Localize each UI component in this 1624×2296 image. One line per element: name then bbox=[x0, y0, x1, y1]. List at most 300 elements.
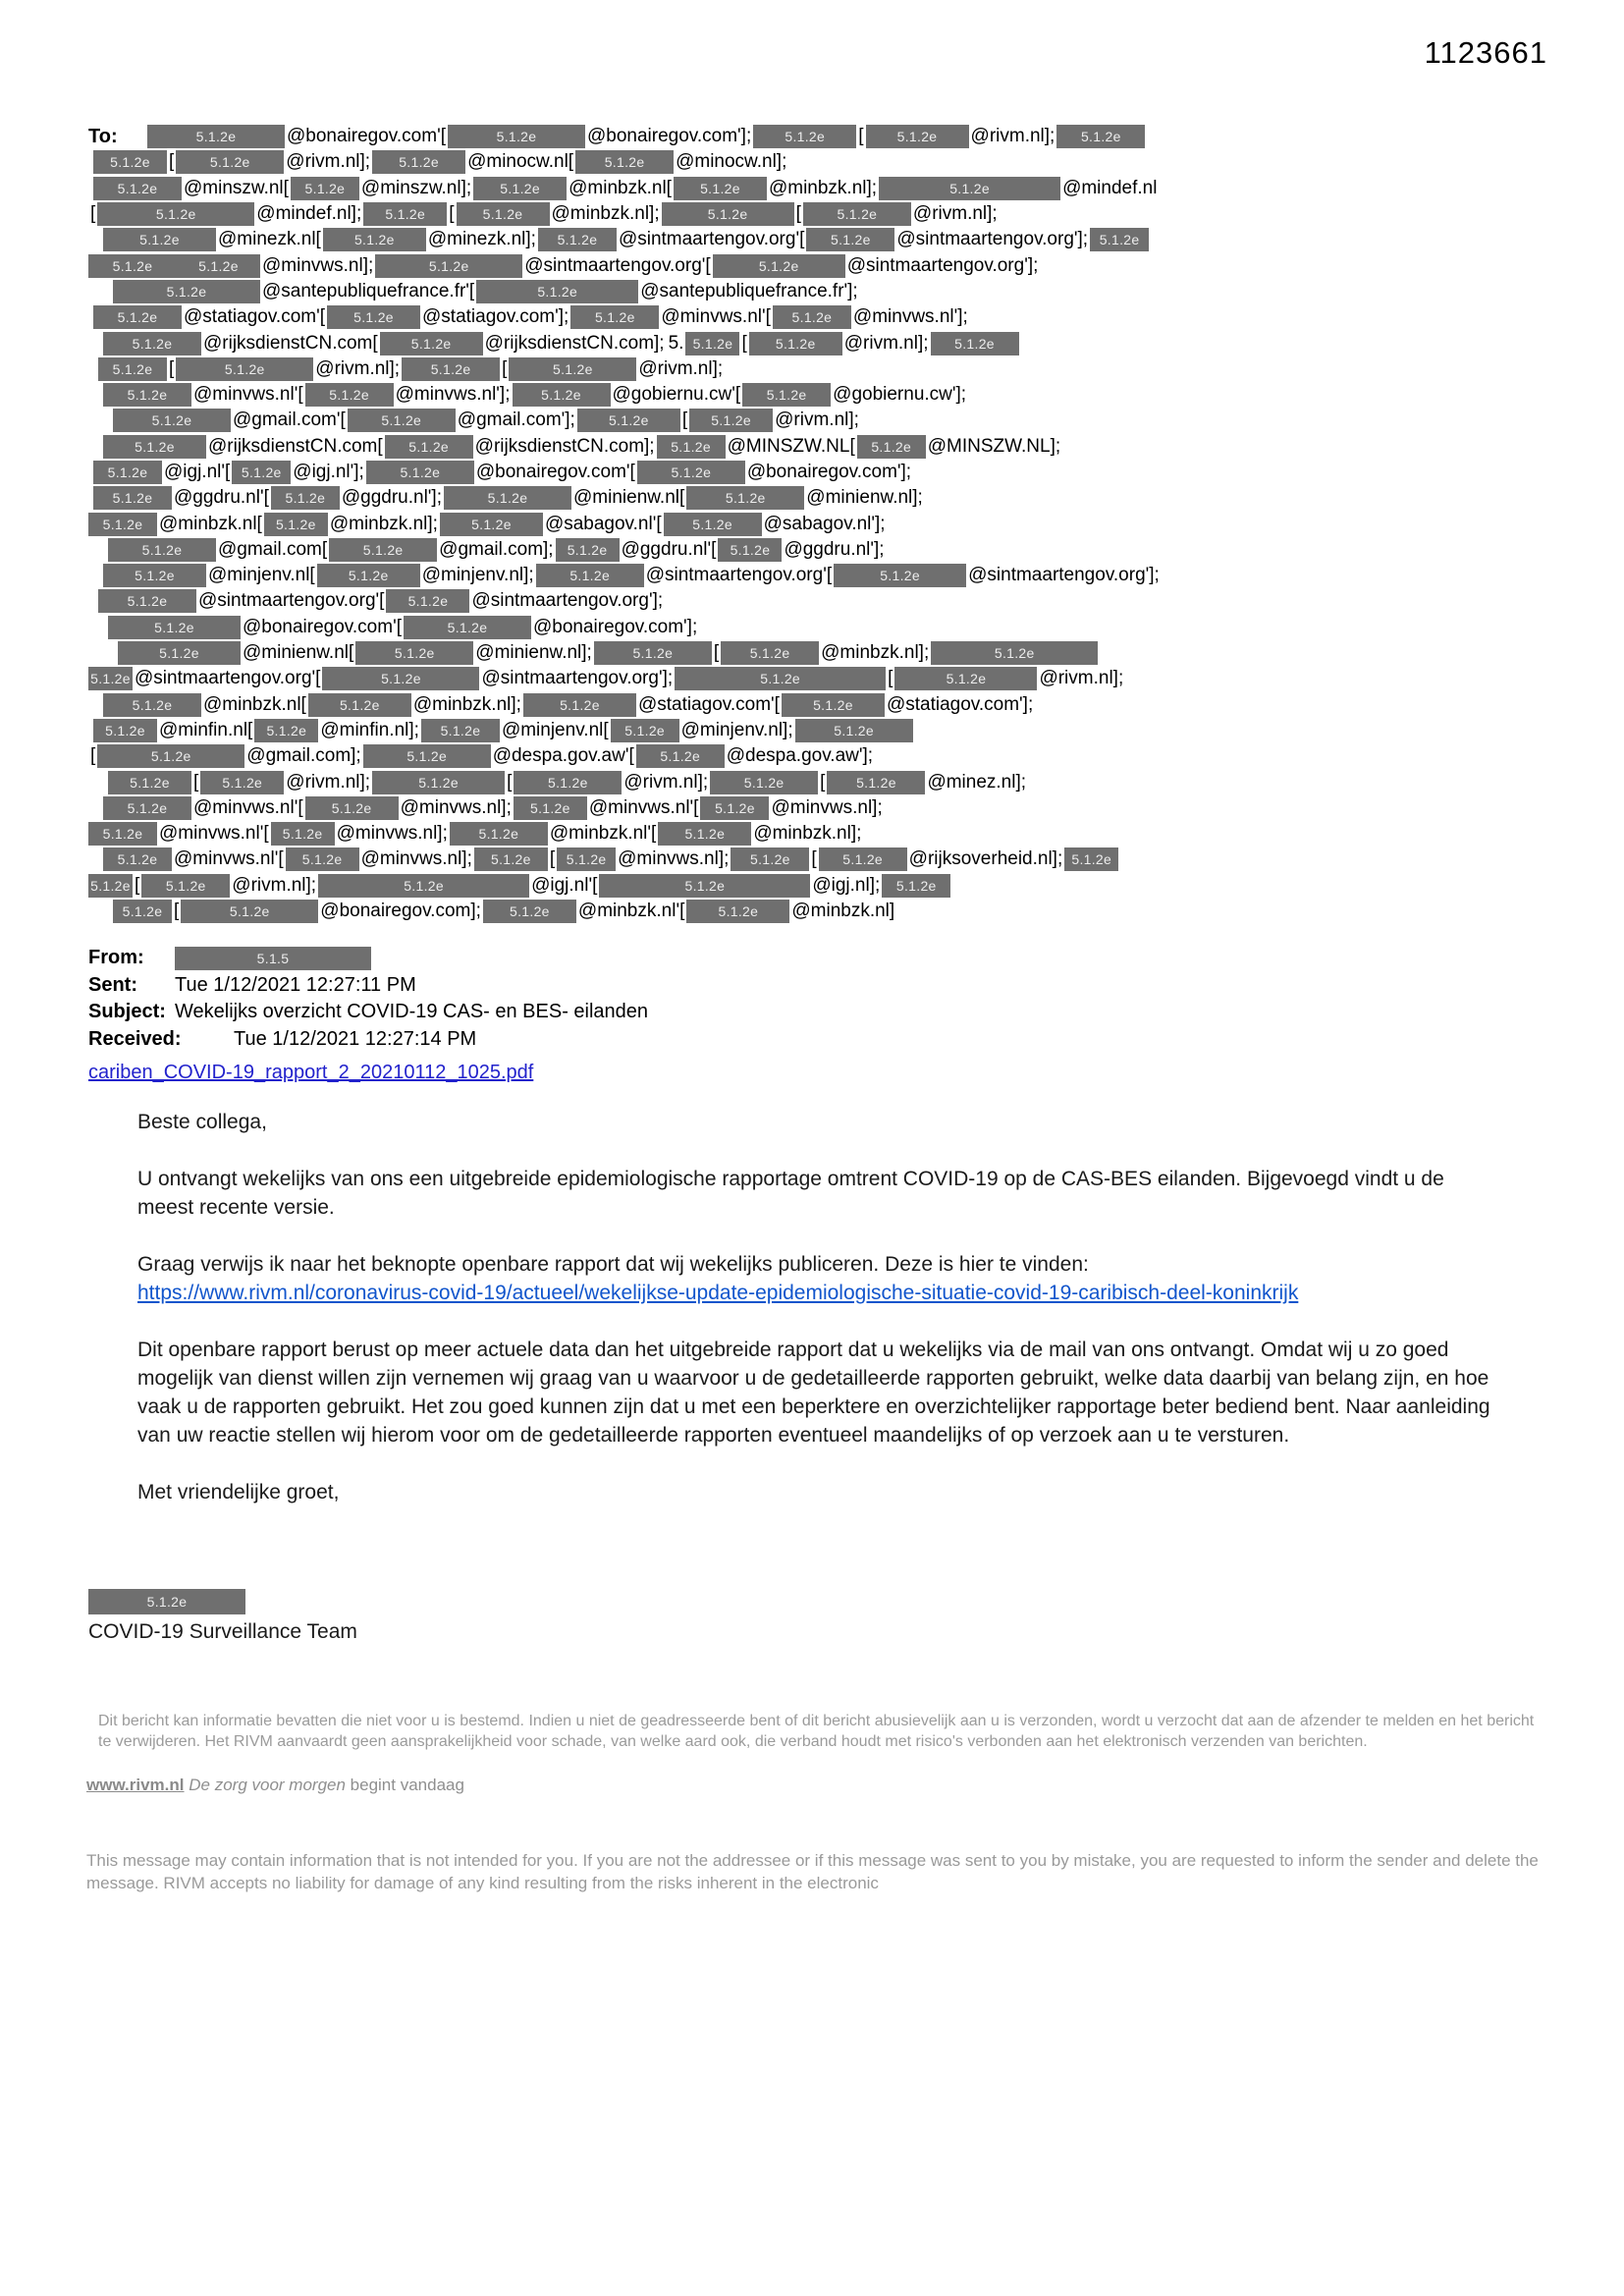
address-fragment: @despa.gov.aw'[ bbox=[492, 745, 634, 767]
address-fragment: @MINSZW.NL[ bbox=[727, 435, 855, 457]
to-line bbox=[88, 615, 1565, 640]
redaction-box: 5.1.2e bbox=[819, 847, 907, 871]
redaction-box: 5.1.2e bbox=[348, 409, 456, 432]
address-fragment: @minjenv.nl[ bbox=[208, 565, 315, 586]
attachment-row bbox=[88, 1059, 648, 1086]
redaction-box: 5.1.2e bbox=[93, 305, 182, 329]
redaction-box: 5.1.2e bbox=[404, 616, 531, 639]
address-fragment: @rivm.nl]; bbox=[912, 203, 998, 225]
slogan-italic: De zorg voor morgen bbox=[189, 1776, 346, 1794]
address-fragment: @rivm.nl]; bbox=[638, 357, 724, 379]
address-fragment: @minvws.nl']; bbox=[395, 384, 511, 406]
redaction-box: 5.1.2e bbox=[97, 744, 244, 768]
address-fragment: @minbzk.nl[ bbox=[159, 513, 262, 534]
slogan-rest: begint vandaag bbox=[345, 1776, 464, 1794]
redaction-box: 5.1.2e bbox=[103, 228, 216, 251]
paragraph-3: Dit openbare rapport berust op meer actuele data dan het uitgebreide rapport dat u wekelijks via de mail van ons ontvangt. Omdat wij u zo goed mogelijk van dienst willen zijn vernemen wij graag van u waarvoor u de gedetailleerde rapporten gebruikt, welke data daarbij van belang zijn, en hoe vaak u de rapporten gebruikt. Het zou goed kunnen zijn dat u met een beperktere en overzichtelijker rapportage beter bediend bent. Naar aanleiding van uw reactie stellen wij hierom voor om de gedetailleerde rapporten eventueel maandelijks of op verzoek aan u te versturen. bbox=[137, 1339, 1490, 1447]
redaction-box: 5.1.2e bbox=[686, 900, 789, 923]
redaction-box: 5.1.2e bbox=[421, 719, 500, 742]
address-fragment: @minvws.nl'[ bbox=[193, 384, 303, 406]
redaction-box: 5.1.2e bbox=[363, 744, 491, 768]
redaction-box: 5.1.2e bbox=[474, 847, 548, 871]
redaction-box: 5.1.2e bbox=[448, 125, 585, 148]
redaction-box: 5.1.2e bbox=[108, 538, 216, 562]
redaction-box: 5.1.2e bbox=[556, 538, 620, 562]
address-fragment: @ggdru.nl']; bbox=[784, 538, 885, 560]
to-line bbox=[88, 640, 1565, 666]
address-fragment: @sintmaartengov.org']; bbox=[471, 590, 664, 612]
address-fragment: @rivm.nl]; bbox=[843, 332, 929, 354]
from-label: From: bbox=[88, 947, 144, 969]
address-fragment: @statiagov.com']; bbox=[422, 306, 569, 328]
redaction-box: 5.1.2e bbox=[689, 409, 773, 432]
address-fragment: @minvws.nl'[ bbox=[159, 823, 269, 845]
header-row-sent bbox=[88, 972, 648, 1000]
redaction-box: 5.1.2e bbox=[318, 874, 529, 898]
redaction-box: 5.1.2e bbox=[931, 641, 1098, 665]
redaction-box: 5.1.2e bbox=[93, 177, 182, 200]
address-fragment: @ggdru.nl'[ bbox=[621, 538, 717, 560]
redaction-box: 5.1.2e bbox=[473, 177, 567, 200]
redaction-box: 5.1.2e bbox=[523, 693, 636, 717]
redaction-box: 5.1.2e bbox=[637, 461, 745, 484]
to-line bbox=[88, 227, 1565, 252]
redaction-box: 5.1.2e bbox=[271, 822, 335, 846]
redaction-box: 5.1.2e bbox=[264, 513, 328, 536]
redaction-box: 5.1.2e bbox=[118, 641, 241, 665]
document-number: 1123661 bbox=[1424, 35, 1547, 70]
address-fragment: [ bbox=[502, 357, 508, 379]
redaction-box: 5.1.2e bbox=[570, 305, 659, 329]
address-fragment: [ bbox=[169, 357, 175, 379]
address-fragment: [ bbox=[888, 668, 893, 689]
redaction-box: 5.1.2e bbox=[103, 693, 201, 717]
redaction-box: 5.1.2e bbox=[386, 589, 469, 613]
to-line bbox=[88, 408, 1565, 433]
redaction-box: 5.1.2e bbox=[594, 641, 712, 665]
address-fragment: @minienw.nl[ bbox=[573, 487, 685, 509]
address-fragment: @minfin.nl]; bbox=[320, 719, 419, 740]
redaction-box: 5.1.2e bbox=[536, 564, 644, 587]
address-fragment: @minszw.nl]; bbox=[360, 177, 472, 198]
redaction-box: 5.1.2e bbox=[857, 435, 926, 459]
redaction-box: 5.1.2e bbox=[806, 228, 894, 251]
address-fragment: [ bbox=[507, 771, 513, 793]
address-fragment: @igj.nl]; bbox=[812, 874, 881, 896]
address-fragment: @minvws.nl']; bbox=[852, 306, 968, 328]
address-fragment: @minjenv.nl]; bbox=[421, 565, 534, 586]
address-fragment: @gmail.com[ bbox=[218, 538, 328, 560]
redaction-box: 5.1.2e bbox=[286, 847, 359, 871]
address-fragment: @minbzk.nl'[ bbox=[549, 823, 657, 845]
address-fragment: @rivm.nl]; bbox=[286, 151, 371, 173]
address-fragment: @sintmaartengov.org']; bbox=[896, 229, 1089, 250]
address-fragment: @sabagov.nl']; bbox=[763, 513, 886, 534]
redaction-box: 5.1.2e bbox=[444, 486, 571, 510]
address-fragment: @rijksdienstCN.com[ bbox=[203, 332, 378, 354]
redaction-box: 5.1.2e bbox=[686, 486, 804, 510]
redaction-box: 5.1.2e bbox=[483, 900, 576, 923]
address-fragment: [ bbox=[193, 771, 199, 793]
redaction-box: 5.1.2e bbox=[254, 719, 318, 742]
address-fragment: [ bbox=[820, 771, 826, 793]
address-fragment: @minbzk.nl]; bbox=[753, 823, 862, 845]
redaction-box: 5.1.2e bbox=[93, 719, 157, 742]
to-line bbox=[88, 588, 1565, 614]
to-lines bbox=[88, 124, 1565, 924]
redaction-box: 5.1.2e bbox=[88, 667, 133, 690]
redaction-box: 5.1.2e bbox=[372, 150, 465, 174]
address-fragment: @minbzk.nl]; bbox=[329, 513, 438, 534]
email-body bbox=[137, 1108, 1492, 1535]
header-row-subject bbox=[88, 999, 648, 1026]
redaction-box: 5.1.2e bbox=[366, 461, 474, 484]
address-fragment: @sintmaartengov.org'[ bbox=[618, 229, 805, 250]
address-fragment: @minvws.nl'[ bbox=[661, 306, 771, 328]
address-fragment: @rijksdienstCN.com]; bbox=[474, 435, 655, 457]
address-fragment: @minjenv.nl]; bbox=[680, 719, 793, 740]
address-fragment: @MINSZW.NL]; bbox=[927, 435, 1061, 457]
redaction-box: 5.1.2e bbox=[97, 202, 254, 226]
redaction-box: 5.1.5 bbox=[175, 947, 371, 970]
address-fragment: [ bbox=[811, 848, 817, 870]
address-fragment: @igj.nl'[ bbox=[164, 462, 231, 482]
redaction-box: 5.1.2e bbox=[1056, 125, 1145, 148]
to-line bbox=[88, 176, 1565, 201]
address-fragment: @minfin.nl[ bbox=[159, 719, 253, 740]
address-fragment: @gmail.com]; bbox=[439, 538, 554, 560]
address-fragment: @sintmaartengov.org']; bbox=[846, 254, 1039, 276]
redaction-box: 5.1.2e bbox=[308, 693, 411, 717]
address-fragment: @minvws.nl]; bbox=[360, 848, 472, 870]
header-row-received bbox=[88, 1026, 648, 1054]
sent-value: Tue 1/12/2021 12:27:11 PM bbox=[175, 973, 416, 996]
address-fragment: @bonairegov.com'[ bbox=[243, 616, 402, 637]
address-fragment: @minbzk.nl] bbox=[791, 901, 895, 922]
redaction-box: 5.1.2e bbox=[232, 461, 291, 484]
to-line bbox=[88, 743, 1565, 769]
address-fragment: @rivm.nl]; bbox=[1039, 668, 1124, 689]
address-fragment: [ bbox=[741, 332, 747, 354]
redaction-box: 5.1.2e bbox=[98, 589, 196, 613]
received-value: Tue 1/12/2021 12:27:14 PM bbox=[234, 1027, 477, 1050]
redaction-box: 5.1.2e bbox=[457, 202, 550, 226]
address-fragment: @rijksoverheid.nl]; bbox=[908, 848, 1063, 870]
address-fragment: @gobiernu.cw']; bbox=[833, 384, 967, 406]
address-fragment: @rivm.nl]; bbox=[623, 771, 709, 793]
address-fragment: @sintmaartengov.org'[ bbox=[524, 254, 711, 276]
to-line bbox=[88, 537, 1565, 563]
to-line bbox=[88, 899, 1565, 924]
to-line bbox=[88, 279, 1565, 304]
redaction-box: 5.1.2e bbox=[103, 796, 191, 820]
address-fragment: @rijksdienstCN.com]; bbox=[484, 332, 665, 354]
redaction-box: 5.1.2e bbox=[141, 874, 230, 898]
sent-label: Sent: bbox=[88, 973, 137, 996]
redaction-box: 5.1.2e bbox=[1064, 847, 1118, 871]
address-fragment: @bonairegov.com']; bbox=[586, 126, 752, 147]
redaction-box: 5.1.2e bbox=[514, 771, 622, 794]
redaction-box: 5.1.2e bbox=[177, 254, 260, 278]
redaction-box: 5.1.2e bbox=[200, 771, 284, 794]
redaction-box: 5.1.2e bbox=[685, 332, 739, 355]
redaction-box: 5.1.2e bbox=[385, 435, 473, 459]
address-fragment: @minvws.nl]; bbox=[400, 796, 512, 818]
to-line bbox=[88, 873, 1565, 899]
redaction-box: 5.1.2e bbox=[773, 305, 851, 329]
redaction-box: 5.1.2e bbox=[93, 486, 172, 510]
address-fragment: @minezk.nl]; bbox=[427, 229, 536, 250]
redaction-box: 5.1.2e bbox=[450, 822, 548, 846]
redaction-box: 5.1.2e bbox=[803, 202, 911, 226]
address-fragment: @minvws.nl'[ bbox=[174, 848, 284, 870]
redaction-box: 5.1.2e bbox=[440, 513, 543, 536]
address-fragment: @minbzk.nl]; bbox=[821, 642, 930, 664]
address-fragment: @bonairegov.com']; bbox=[532, 616, 698, 637]
address-fragment: @rivm.nl]; bbox=[315, 357, 401, 379]
redaction-box: 5.1.2e bbox=[363, 202, 447, 226]
address-fragment: [ bbox=[449, 203, 455, 225]
address-fragment: @minienw.nl]; bbox=[806, 487, 923, 509]
redaction-box: 5.1.2e bbox=[664, 513, 762, 536]
to-line bbox=[88, 124, 1565, 149]
redaction-box: 5.1.2e bbox=[375, 254, 522, 278]
address-fragment: @minbzk.nl[ bbox=[568, 177, 672, 198]
address-fragment: @gmail.com]; bbox=[246, 745, 361, 767]
address-fragment: [ bbox=[681, 410, 688, 431]
rivm-site-link[interactable]: www.rivm.nl bbox=[86, 1776, 185, 1794]
to-line bbox=[88, 769, 1565, 794]
address-fragment: [ bbox=[135, 874, 140, 896]
address-fragment: @ggdru.nl'[ bbox=[174, 487, 269, 509]
address-fragment: @sintmaartengov.org'[ bbox=[135, 668, 321, 689]
address-fragment: [ bbox=[90, 745, 96, 767]
disclaimer-english: This message may contain information that is not intended for you. If you are not the addressee or if this message was sent to you by mistake, you are requested to inform the sender and delete the message. RIVM accepts no liability for damage of any kind resulting from the risks inherent in the electronic bbox=[86, 1851, 1539, 1892]
address-fragment: @rijksdienstCN.com[ bbox=[208, 435, 383, 457]
signature-block bbox=[88, 1589, 357, 1644]
address-fragment: @minocw.nl[ bbox=[467, 151, 574, 173]
redaction-box: 5.1.2e bbox=[93, 150, 167, 174]
to-label: To: bbox=[88, 125, 118, 147]
address-fragment: 5. bbox=[668, 332, 684, 354]
address-fragment: @minjenv.nl[ bbox=[501, 719, 609, 740]
redaction-box: 5.1.2e bbox=[514, 796, 587, 820]
redaction-box: 5.1.2e bbox=[882, 874, 950, 898]
to-line bbox=[88, 460, 1565, 485]
address-fragment: [ bbox=[713, 642, 720, 664]
redaction-box: 5.1.2e bbox=[103, 847, 172, 871]
redaction-box: 5.1.2e bbox=[98, 357, 167, 381]
redaction-box: 5.1.2e bbox=[305, 796, 399, 820]
redaction-box: 5.1.2e bbox=[88, 1589, 245, 1614]
redaction-box: 5.1.2e bbox=[402, 357, 500, 381]
address-fragment: @mindef.nl]; bbox=[256, 203, 362, 225]
redaction-box: 5.1.2e bbox=[176, 150, 284, 174]
to-line bbox=[88, 485, 1565, 511]
redaction-box: 5.1.2e bbox=[509, 357, 636, 381]
to-line bbox=[88, 382, 1565, 408]
email-headers bbox=[88, 945, 648, 1086]
address-fragment: @sintmaartengov.org']; bbox=[968, 565, 1160, 586]
address-fragment: @bonairegov.com'[ bbox=[287, 126, 446, 147]
address-fragment: [ bbox=[549, 848, 556, 870]
greeting-text: Beste collega, bbox=[137, 1111, 267, 1133]
to-line bbox=[88, 692, 1565, 718]
site-slogan-line bbox=[86, 1776, 464, 1795]
address-fragment: [ bbox=[90, 203, 96, 225]
address-fragment: @statiagov.com'[ bbox=[184, 306, 326, 328]
address-fragment: @bonairegov.com'[ bbox=[475, 462, 635, 482]
redaction-box: 5.1.2e bbox=[291, 177, 359, 200]
paragraph-2 bbox=[137, 1250, 1492, 1307]
redaction-box: 5.1.2e bbox=[662, 202, 794, 226]
redaction-box: 5.1.2e bbox=[147, 125, 285, 148]
address-fragment: [ bbox=[169, 151, 175, 173]
to-line bbox=[88, 511, 1565, 536]
paragraph-1: U ontvangt wekelijks van ons een uitgebreide epidemiologische rapportage omtrent COVID-19 op de CAS-BES eilanden. Bijgevoegd vindt u de meest recente versie. bbox=[137, 1168, 1444, 1219]
subject-value: Wekelijks overzicht COVID-19 CAS- en BES- eilanden bbox=[175, 1001, 649, 1023]
redaction-box: 5.1.2e bbox=[879, 177, 1060, 200]
rivm-report-link[interactable]: https://www.rivm.nl/coronavirus-covid-19/actueel/wekelijkse-update-epidemiologische-situatie-covid-19-caribisch-deel-koninkrijk bbox=[137, 1282, 1299, 1304]
to-line bbox=[88, 330, 1565, 355]
address-fragment: @minbzk.nl[ bbox=[203, 693, 306, 715]
address-fragment: @minvws.nl]; bbox=[771, 796, 883, 818]
redaction-box: 5.1.2e bbox=[323, 228, 426, 251]
address-fragment: @sintmaartengov.org'[ bbox=[198, 590, 385, 612]
redaction-box: 5.1.2e bbox=[176, 357, 313, 381]
address-fragment: @sintmaartengov.org'[ bbox=[645, 565, 833, 586]
address-fragment: @bonairegov.com']; bbox=[746, 462, 912, 482]
to-line bbox=[88, 149, 1565, 175]
address-fragment: @minbzk.nl'[ bbox=[577, 901, 685, 922]
redaction-box: 5.1.2e bbox=[317, 564, 420, 587]
redaction-box: 5.1.2e bbox=[1090, 228, 1149, 251]
redaction-box: 5.1.2e bbox=[322, 667, 479, 690]
redaction-box: 5.1.2e bbox=[355, 641, 473, 665]
address-fragment: [ bbox=[174, 901, 180, 922]
address-fragment: @minienw.nl]; bbox=[475, 642, 592, 664]
redaction-box: 5.1.2e bbox=[713, 254, 845, 278]
redaction-box: 5.1.2e bbox=[380, 332, 483, 355]
redaction-box: 5.1.2e bbox=[103, 564, 206, 587]
redaction-box: 5.1.2e bbox=[675, 667, 886, 690]
redaction-box: 5.1.2e bbox=[103, 383, 191, 407]
address-fragment: @minocw.nl]; bbox=[676, 151, 787, 173]
address-fragment: @minbzk.nl]; bbox=[768, 177, 878, 198]
address-fragment: @santepubliquefrance.fr'[ bbox=[262, 280, 475, 301]
redaction-box: 5.1.2e bbox=[866, 125, 969, 148]
redaction-box: 5.1.2e bbox=[327, 305, 420, 329]
address-fragment: @minszw.nl[ bbox=[184, 177, 289, 198]
address-fragment: @igj.nl']; bbox=[293, 462, 364, 482]
address-fragment: @statiagov.com']; bbox=[886, 693, 1034, 715]
to-line bbox=[88, 563, 1565, 588]
attachment-link[interactable]: cariben_COVID-19_rapport_2_20210112_1025.pdf bbox=[88, 1061, 534, 1083]
address-fragment: @ggdru.nl']; bbox=[341, 487, 442, 509]
signature-team: COVID-19 Surveillance Team bbox=[88, 1620, 357, 1643]
address-fragment: @gmail.com'[ bbox=[233, 410, 346, 431]
address-fragment: @rivm.nl]; bbox=[775, 410, 859, 431]
address-fragment: @igj.nl'[ bbox=[531, 874, 598, 896]
address-fragment: @statiagov.com'[ bbox=[637, 693, 780, 715]
redaction-box: 5.1.2e bbox=[749, 332, 842, 355]
address-fragment: @minvws.nl]; bbox=[618, 848, 730, 870]
redaction-box: 5.1.2e bbox=[931, 332, 1019, 355]
redaction-box: 5.1.2e bbox=[372, 771, 505, 794]
address-fragment: @sintmaartengov.org']; bbox=[481, 668, 674, 689]
redaction-box: 5.1.2e bbox=[557, 847, 616, 871]
redaction-box: 5.1.2e bbox=[894, 667, 1037, 690]
redaction-box: 5.1.2e bbox=[538, 228, 617, 251]
redaction-box: 5.1.2e bbox=[742, 383, 831, 407]
address-fragment: @despa.gov.aw']; bbox=[726, 745, 874, 767]
redaction-box: 5.1.2e bbox=[181, 900, 318, 923]
redaction-box: 5.1.2e bbox=[113, 900, 172, 923]
address-fragment: @mindef.nl bbox=[1062, 177, 1158, 198]
to-line bbox=[88, 718, 1565, 743]
redaction-box: 5.1.2e bbox=[782, 693, 885, 717]
redaction-box: 5.1.2e bbox=[93, 461, 162, 484]
redaction-box: 5.1.2e bbox=[731, 847, 809, 871]
redaction-box: 5.1.2e bbox=[88, 822, 157, 846]
to-line bbox=[88, 201, 1565, 227]
redaction-box: 5.1.2e bbox=[88, 254, 177, 278]
address-fragment: @rivm.nl]; bbox=[232, 874, 317, 896]
address-fragment: @santepubliquefrance.fr']; bbox=[640, 280, 858, 301]
address-fragment: @minezk.nl[ bbox=[218, 229, 321, 250]
redaction-box: 5.1.2e bbox=[795, 719, 913, 742]
redaction-box: 5.1.2e bbox=[577, 409, 680, 432]
header-row-from bbox=[88, 945, 648, 972]
redaction-box: 5.1.2e bbox=[103, 332, 201, 355]
address-fragment: @minvws.nl'[ bbox=[588, 796, 699, 818]
address-fragment: @sabagov.nl'[ bbox=[544, 513, 662, 534]
redaction-box: 5.1.2e bbox=[305, 383, 394, 407]
redaction-box: 5.1.2e bbox=[271, 486, 340, 510]
redaction-box: 5.1.2e bbox=[113, 280, 260, 303]
redaction-box: 5.1.2e bbox=[834, 564, 966, 587]
redaction-box: 5.1.2e bbox=[113, 409, 231, 432]
redaction-box: 5.1.2e bbox=[103, 435, 206, 459]
address-fragment: @minvws.nl]; bbox=[336, 823, 448, 845]
redaction-box: 5.1.2e bbox=[88, 874, 133, 898]
to-line bbox=[88, 795, 1565, 821]
to-field bbox=[88, 124, 1565, 924]
paragraph-2-intro: Graag verwijs ik naar het beknopte openbare rapport dat wij wekelijks publiceren. Deze is hier te vinden: bbox=[137, 1253, 1089, 1276]
redaction-box: 5.1.2e bbox=[636, 744, 725, 768]
redaction-box: 5.1.2e bbox=[611, 719, 679, 742]
address-fragment: @minbzk.nl]; bbox=[412, 693, 521, 715]
address-fragment: @gobiernu.cw'[ bbox=[612, 384, 741, 406]
subject-label: Subject: bbox=[88, 1001, 166, 1023]
address-fragment: @minienw.nl[ bbox=[243, 642, 354, 664]
redaction-box: 5.1.2e bbox=[721, 641, 819, 665]
redaction-box: 5.1.2e bbox=[88, 513, 157, 536]
address-fragment: @minvws.nl'[ bbox=[193, 796, 303, 818]
to-line bbox=[88, 356, 1565, 382]
redaction-box: 5.1.2e bbox=[700, 796, 769, 820]
address-fragment: [ bbox=[858, 126, 864, 147]
redaction-box: 5.1.2e bbox=[827, 771, 925, 794]
redaction-box: 5.1.2e bbox=[753, 125, 856, 148]
to-line bbox=[88, 666, 1565, 691]
to-line bbox=[88, 252, 1565, 278]
received-label: Received: bbox=[88, 1027, 182, 1050]
redaction-box: 5.1.2e bbox=[658, 822, 751, 846]
address-fragment: @rivm.nl]; bbox=[970, 126, 1056, 147]
redaction-box: 5.1.2e bbox=[718, 538, 782, 562]
to-line bbox=[88, 821, 1565, 847]
